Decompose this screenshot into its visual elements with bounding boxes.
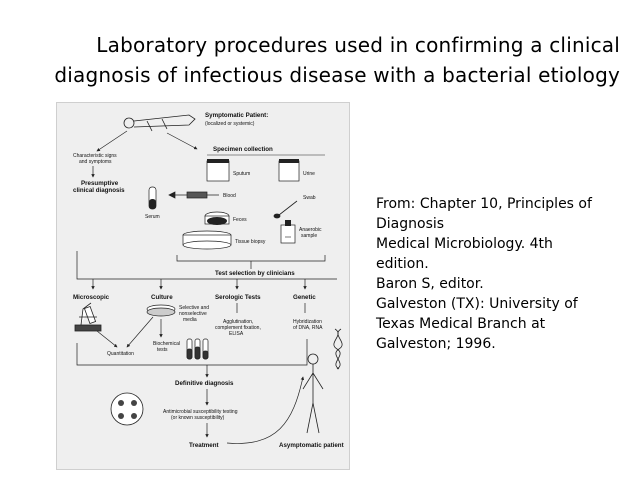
antimicrobial-label-1: Antimicrobial susceptibility testing <box>163 409 238 415</box>
citation-block <box>376 194 616 354</box>
hybridization-label-1: Hybridization <box>293 319 322 325</box>
anaerobic-bottle-icon <box>281 220 295 243</box>
title-line-2: diagnosis of infectious disease with a bacterial etiology <box>54 63 620 87</box>
serologic-header: Serologic Tests <box>215 294 261 301</box>
treatment-label: Treatment <box>189 442 219 449</box>
tissue-dish-icon <box>183 231 231 249</box>
agglutination-label-2: complement fixation, <box>215 325 261 331</box>
sputum-label: Sputum <box>233 171 251 177</box>
lying-patient-figure <box>124 115 195 131</box>
signs-label-2: and symptoms <box>79 159 112 165</box>
antimicrobial-label-2: (or known susceptibility) <box>171 415 225 421</box>
citation-line-2: Diagnosis <box>376 216 445 232</box>
culture-header: Culture <box>151 294 173 301</box>
citation-line-1: From: Chapter 10, Principles of <box>376 196 592 212</box>
diagnosis-flowchart-figure <box>56 102 350 470</box>
citation-line-7: Texas Medical Branch at <box>376 316 546 332</box>
citation-line-6: Galveston (TX): University of <box>376 296 578 312</box>
blood-syringe-icon <box>169 192 219 198</box>
title-line-1: Laboratory procedures used in confirming a clinical <box>96 33 620 57</box>
presumptive-label-2: clinical diagnosis <box>73 187 125 194</box>
selective-label-3: media <box>183 317 197 323</box>
slide-title <box>20 30 620 90</box>
blood-label: Blood <box>223 193 236 199</box>
biochemical-tubes-icon <box>187 339 208 359</box>
citation-line-8: Galveston; 1996. <box>376 336 496 352</box>
patient-subtitle: (localized or systemic) <box>205 121 255 127</box>
quantitation-label: Quantitation <box>107 351 134 357</box>
hybridization-label-2: of DNA, RNA <box>293 325 323 331</box>
microscope-icon <box>75 303 101 331</box>
biochemical-label-2: tests <box>157 347 168 353</box>
anaerobic-label-2: sample <box>301 233 318 239</box>
test-branch-lines <box>77 251 337 289</box>
flowchart-svg <box>57 103 349 469</box>
urine-jar-icon <box>279 159 299 181</box>
arrow-to-asymptomatic <box>227 377 303 443</box>
swab-icon <box>274 201 297 218</box>
definitive-diagnosis-label: Definitive diagnosis <box>175 380 234 387</box>
dna-helix-icon <box>334 329 342 369</box>
patient-title: Symptomatic Patient: <box>205 112 269 119</box>
feces-label: Feces <box>233 217 247 223</box>
specimen-header: Specimen collection <box>213 146 273 153</box>
presumptive-label-1: Presumptive <box>81 180 119 187</box>
asymptomatic-label: Asymptomatic patient <box>279 442 344 449</box>
standing-patient-figure <box>303 354 323 433</box>
serum-label: Serum <box>145 214 160 220</box>
swab-label: Swab <box>303 195 316 201</box>
test-selection-label: Test selection by clinicians <box>215 270 295 277</box>
anaerobic-label-1: Anaerobic <box>299 227 322 233</box>
arrow-to-signs <box>97 131 127 151</box>
biochemical-label-1: Biochemical <box>153 341 180 347</box>
agglutination-label-3: ELISA <box>229 331 244 337</box>
citation-line-4: edition. <box>376 256 429 272</box>
genetic-header: Genetic <box>293 294 316 301</box>
sputum-jar-icon <box>207 159 229 181</box>
citation-line-5: Baron S, editor. <box>376 276 484 292</box>
petri-dish-icon <box>147 305 175 316</box>
specimen-bracket <box>177 255 325 269</box>
selective-label-1: Selective and <box>179 305 210 311</box>
microscopic-header: Microscopic <box>73 294 110 301</box>
microscopic-culture-arrows <box>97 317 161 347</box>
serum-tube-icon <box>149 187 156 209</box>
tissue-label: Tissue biopsy <box>235 239 266 245</box>
selective-label-2: nonselective <box>179 311 207 317</box>
urine-label: Urine <box>303 171 315 177</box>
citation-line-3: Medical Microbiology. 4th <box>376 236 553 252</box>
feces-container-icon <box>205 212 229 225</box>
susceptibility-plate-icon <box>111 393 143 425</box>
signs-label-1: Characteristic signs <box>73 153 117 159</box>
arrow-to-specimen <box>167 133 197 149</box>
agglutination-label-1: Agglutination, <box>223 319 254 325</box>
